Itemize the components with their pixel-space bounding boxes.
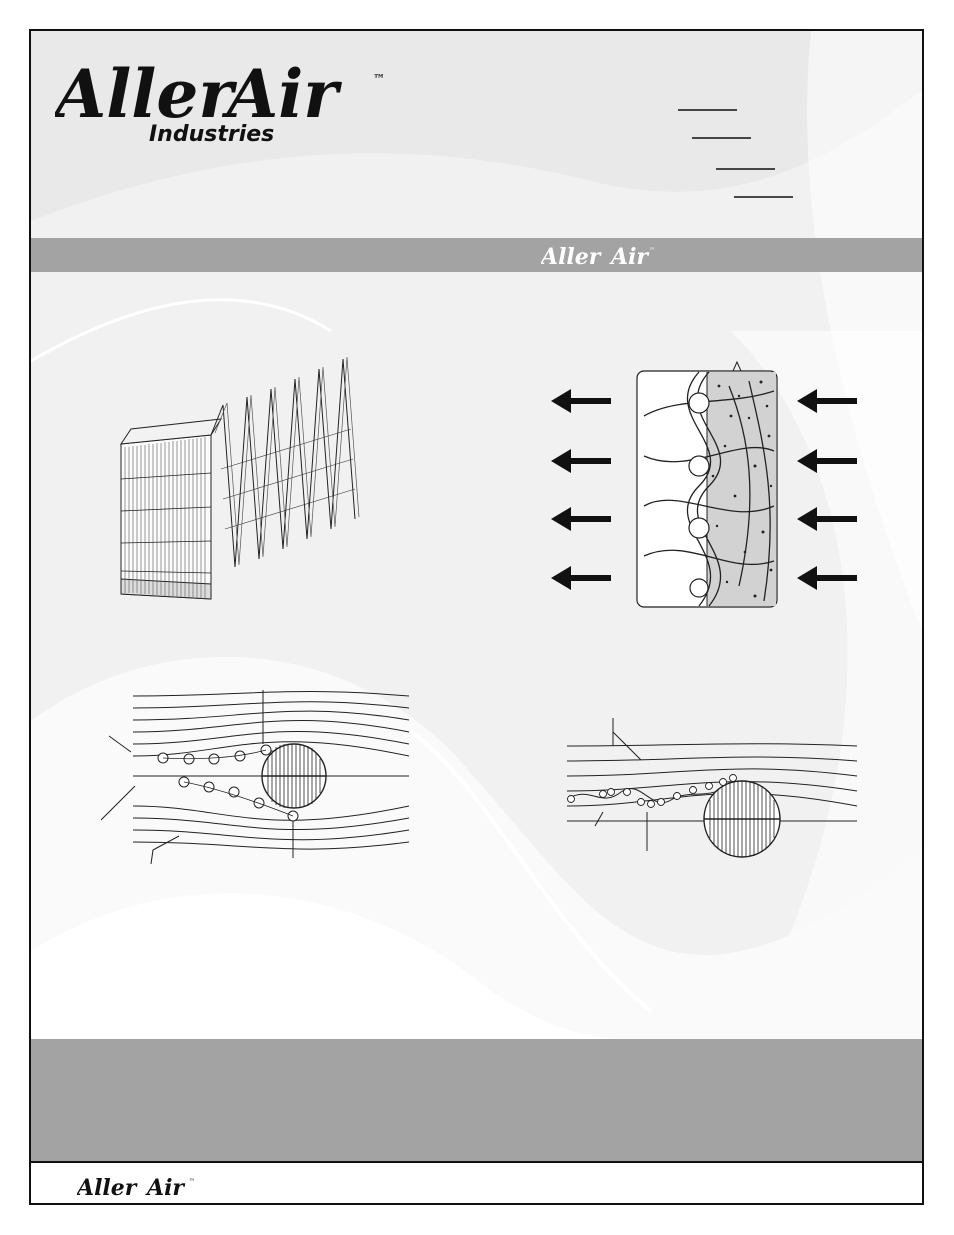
footer-logo-air: Air (147, 1175, 185, 1201)
pleated-filter-illustration (111, 349, 371, 604)
band-logo (541, 242, 691, 270)
logo-text-air: Air (227, 55, 339, 133)
logo-tm: ™ (373, 72, 385, 86)
streamline-diagram-right (561, 716, 866, 876)
document-sheet (29, 29, 924, 1205)
logo-subtitle: Industries (149, 122, 275, 147)
streamline-diagram-left (97, 686, 417, 871)
footer (31, 1161, 922, 1205)
band-logo-tm: ™ (649, 247, 655, 254)
band-logo-aller: Aller (541, 244, 601, 270)
logo-text-aller: Aller (55, 55, 234, 133)
airflow-arrow-out-1 (551, 389, 611, 413)
airflow-arrow-in-1 (797, 389, 857, 413)
airflow-arrow-out-4 (551, 566, 611, 590)
filter-media-illustration (549, 356, 884, 611)
footer-logo (77, 1173, 207, 1201)
band-logo-air: Air (611, 244, 649, 270)
airflow-arrow-in-4 (797, 566, 857, 590)
bottom-band (31, 1039, 922, 1161)
airflow-arrow-in-2 (797, 449, 857, 473)
footer-logo-aller: Aller (77, 1175, 137, 1201)
header-links (31, 31, 922, 231)
footer-logo-tm: ™ (189, 1178, 195, 1185)
airflow-arrow-in-3 (797, 507, 857, 531)
section-band (31, 238, 922, 272)
airflow-arrow-out-3 (551, 507, 611, 531)
airflow-arrow-out-2 (551, 449, 611, 473)
